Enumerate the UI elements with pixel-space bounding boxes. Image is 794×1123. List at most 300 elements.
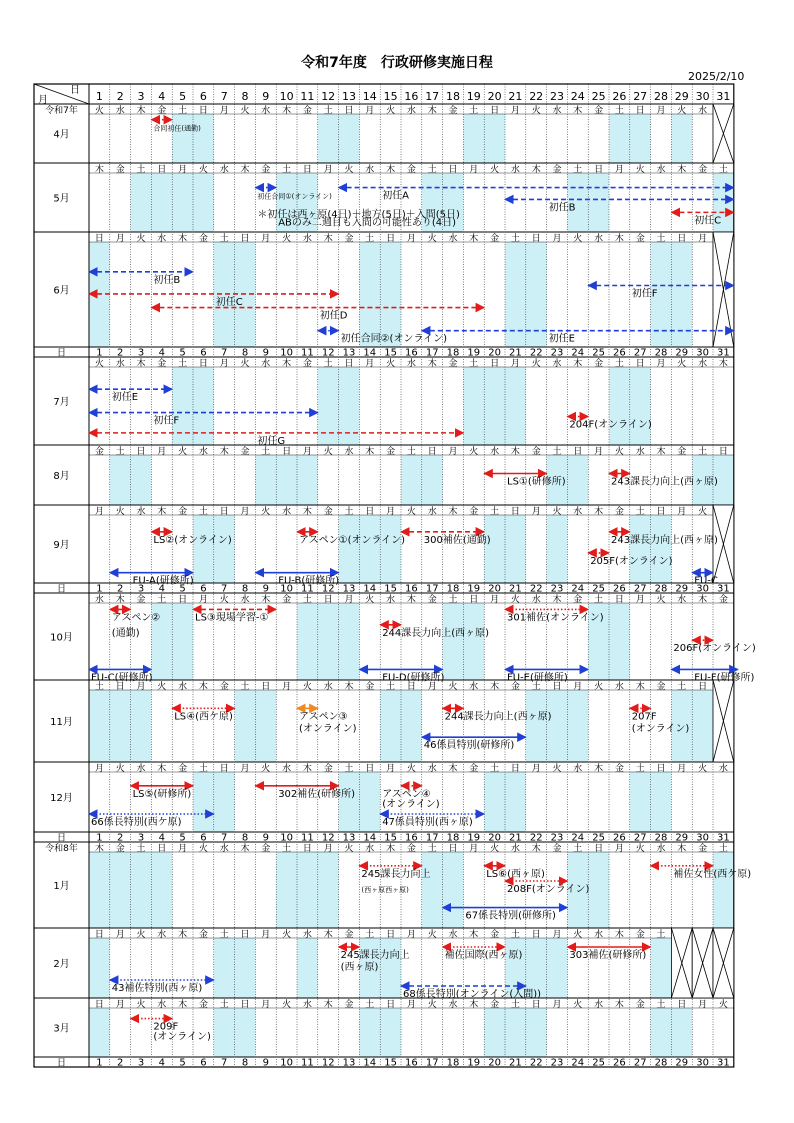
weekend-column bbox=[401, 690, 422, 762]
event-label: 初任E bbox=[548, 333, 575, 345]
weekday-label: 月 bbox=[386, 507, 396, 517]
event-note: (オンライン) bbox=[153, 1031, 211, 1043]
weekday-label: 木 bbox=[157, 764, 167, 774]
day-number: 7 bbox=[221, 1057, 228, 1069]
day-number: 23 bbox=[550, 347, 564, 359]
weekday-label: 火 bbox=[94, 106, 104, 116]
weekend-column bbox=[609, 367, 630, 445]
day-number: 19 bbox=[467, 832, 481, 844]
weekday-label: 金 bbox=[531, 447, 541, 457]
weekday-label: 月 bbox=[656, 359, 666, 369]
weekday-label: 水 bbox=[448, 930, 458, 940]
weekday-label: 金 bbox=[406, 165, 416, 175]
weekday-label: 水 bbox=[302, 1000, 312, 1010]
weekend-column bbox=[526, 1008, 547, 1057]
weekday-label: 月 bbox=[323, 165, 333, 175]
weekend-column bbox=[318, 603, 339, 680]
era-label: 令和7年 bbox=[45, 106, 78, 116]
day-number: 23 bbox=[550, 583, 564, 595]
weekday-label: 日 bbox=[656, 764, 666, 774]
weekday-label: 木 bbox=[323, 234, 333, 244]
day-number: 28 bbox=[654, 832, 668, 844]
weekend-column bbox=[630, 772, 651, 832]
day-number: 13 bbox=[342, 583, 356, 595]
weekday-label: 土 bbox=[656, 1000, 666, 1010]
weekend-column bbox=[235, 938, 256, 998]
document-date: 2025/2/10 bbox=[688, 70, 745, 83]
weekend-column bbox=[339, 603, 360, 680]
day-number: 7 bbox=[220, 90, 228, 103]
day-number: 26 bbox=[612, 90, 627, 103]
weekend-column bbox=[422, 852, 443, 928]
weekday-label: 日 bbox=[157, 844, 167, 854]
weekday-label: 金 bbox=[594, 359, 604, 369]
day-number: 30 bbox=[696, 832, 709, 844]
month-label: 7月 bbox=[53, 397, 70, 408]
day-number: 15 bbox=[384, 832, 397, 844]
weekday-label: 木 bbox=[178, 1000, 188, 1010]
event-label: FU-B(研修所) bbox=[278, 575, 340, 587]
weekday-label: 火 bbox=[677, 359, 687, 369]
weekday-label: 木 bbox=[677, 165, 687, 175]
day-number: 11 bbox=[301, 583, 314, 595]
weekday-label: 木 bbox=[240, 844, 250, 854]
day-number: 30 bbox=[696, 1057, 709, 1069]
day-number: 13 bbox=[342, 90, 356, 103]
day-number: 23 bbox=[550, 90, 564, 103]
weekday-label: 水 bbox=[136, 507, 146, 517]
weekend-column bbox=[630, 367, 651, 445]
weekday-label: 火 bbox=[448, 682, 458, 692]
day-number: 24 bbox=[571, 583, 585, 595]
weekday-label: 月 bbox=[178, 165, 188, 175]
weekday-label: 月 bbox=[677, 764, 687, 774]
weekday-label: 木 bbox=[302, 764, 312, 774]
day-number: 21 bbox=[509, 347, 522, 359]
weekday-label: 月 bbox=[573, 682, 583, 692]
day-number: 21 bbox=[509, 583, 522, 595]
event-label: 初任B bbox=[548, 202, 576, 214]
weekday-label: 日 bbox=[531, 234, 541, 244]
weekday-label: 水 bbox=[427, 507, 437, 517]
event-label: 初任合同①(オンライン) bbox=[257, 192, 332, 201]
weekday-label: 金 bbox=[198, 1000, 208, 1010]
weekday-label: 土 bbox=[677, 682, 687, 692]
weekday-label: 火 bbox=[136, 1000, 146, 1010]
weekend-column bbox=[214, 1008, 235, 1057]
day-number: 11 bbox=[301, 832, 314, 844]
weekday-label: 日 bbox=[448, 165, 458, 175]
weekday-label: 土 bbox=[469, 359, 479, 369]
weekend-column bbox=[172, 114, 193, 163]
weekday-label: 火 bbox=[469, 447, 479, 457]
weekday-label: 水 bbox=[198, 447, 208, 457]
weekday-label: 金 bbox=[323, 507, 333, 517]
day-number: 19 bbox=[467, 1057, 481, 1069]
day-number: 11 bbox=[301, 347, 314, 359]
month-label: 2月 bbox=[53, 959, 70, 970]
weekday-label: 金 bbox=[302, 359, 312, 369]
day-number: 1 bbox=[96, 832, 103, 844]
weekday-label: 金 bbox=[427, 595, 437, 605]
weekday-label: 金 bbox=[198, 234, 208, 244]
weekday-label: 金 bbox=[448, 106, 458, 116]
weekday-label: 金 bbox=[656, 682, 666, 692]
weekend-column bbox=[505, 1008, 526, 1057]
day-number: 1 bbox=[96, 583, 103, 595]
weekday-label: 月 bbox=[490, 595, 500, 605]
day-number: 31 bbox=[716, 90, 731, 103]
weekday-label: 木 bbox=[115, 595, 125, 605]
weekday-label: 木 bbox=[469, 234, 479, 244]
weekend-column bbox=[297, 938, 318, 998]
weekday-label: 日 bbox=[261, 682, 271, 692]
weekend-column bbox=[193, 173, 214, 232]
day-number: 29 bbox=[675, 347, 689, 359]
event-label: 303補佐(研修所) bbox=[569, 950, 647, 961]
weekday-label: 水 bbox=[698, 359, 708, 369]
day-number: 16 bbox=[404, 90, 419, 103]
day-number: 10 bbox=[280, 1057, 293, 1069]
weekday-label: 月 bbox=[427, 682, 437, 692]
weekday-label: 木 bbox=[531, 844, 541, 854]
corner-month-label: 月 bbox=[38, 95, 48, 106]
event-label: 301補佐(オンライン) bbox=[507, 612, 604, 624]
weekday-label: 火 bbox=[261, 507, 271, 517]
event-label: FU-D(研修所) bbox=[382, 672, 445, 684]
day-number: 24 bbox=[571, 1057, 585, 1069]
weekday-label: 日 bbox=[365, 507, 375, 517]
day-number: 15 bbox=[384, 347, 397, 359]
weekend-column bbox=[172, 603, 193, 680]
weekday-label: 月 bbox=[469, 844, 479, 854]
weekday-label: 土 bbox=[219, 930, 229, 940]
weekday-label: 日 bbox=[136, 447, 146, 457]
weekday-label: 土 bbox=[94, 682, 104, 692]
weekday-label: 日 bbox=[427, 447, 437, 457]
day-number: 15 bbox=[384, 583, 397, 595]
day-number: 19 bbox=[467, 583, 481, 595]
weekday-label: 月 bbox=[469, 165, 479, 175]
weekend-column bbox=[380, 1008, 401, 1057]
day-number: 6 bbox=[200, 832, 207, 844]
weekday-label: 金 bbox=[136, 595, 146, 605]
day-number: 13 bbox=[342, 1057, 356, 1069]
weekday-label: 土 bbox=[406, 447, 416, 457]
weekday-label: 水 bbox=[594, 234, 604, 244]
weekday-label: 土 bbox=[178, 106, 188, 116]
weekday-label: 日 bbox=[386, 930, 396, 940]
day-number: 1 bbox=[95, 90, 103, 103]
weekend-column bbox=[609, 603, 630, 680]
day-number: 2 bbox=[117, 347, 124, 359]
day-number: 2 bbox=[117, 583, 124, 595]
weekday-label: 金 bbox=[490, 234, 500, 244]
weekday-label: 木 bbox=[656, 447, 666, 457]
event-label: 初任合同②(オンライン) bbox=[340, 333, 448, 345]
weekday-label: 金 bbox=[510, 682, 520, 692]
weekday-label: 火 bbox=[698, 507, 708, 517]
weekday-label: 月 bbox=[406, 234, 416, 244]
weekday-label: 火 bbox=[427, 930, 437, 940]
weekday-label: 水 bbox=[136, 764, 146, 774]
weekend-column bbox=[463, 603, 484, 680]
day-number: 23 bbox=[550, 1057, 564, 1069]
event-label: 初任E bbox=[111, 392, 139, 404]
weekday-label: 水 bbox=[490, 447, 500, 457]
weekday-label: 火 bbox=[198, 844, 208, 854]
weekday-label: 木 bbox=[344, 682, 354, 692]
weekend-column bbox=[484, 114, 505, 163]
weekday-label: 水 bbox=[406, 106, 416, 116]
weekday-label: 火 bbox=[136, 234, 146, 244]
weekday-label: 月 bbox=[614, 844, 624, 854]
weekday-label: 木 bbox=[365, 447, 375, 457]
weekend-column bbox=[151, 173, 172, 232]
weekday-label: 金 bbox=[240, 447, 250, 457]
weekday-label: 月 bbox=[448, 447, 458, 457]
weekday-label: 金 bbox=[469, 507, 479, 517]
weekday-label: 月 bbox=[240, 764, 250, 774]
weekend-column bbox=[193, 515, 214, 583]
weekday-label: 木 bbox=[136, 106, 146, 116]
day-number: 21 bbox=[508, 90, 523, 103]
weekday-label: 月 bbox=[698, 234, 708, 244]
weekday-label: 木 bbox=[219, 447, 229, 457]
weekday-label: 土 bbox=[365, 930, 375, 940]
day-number: 30 bbox=[696, 347, 709, 359]
day-number: 13 bbox=[342, 347, 356, 359]
event-label: FU-A(研修所) bbox=[132, 575, 194, 587]
day-header-label: 日 bbox=[56, 1058, 67, 1069]
weekday-label: 月 bbox=[406, 1000, 416, 1010]
day-number: 22 bbox=[529, 90, 544, 103]
day-number: 7 bbox=[221, 832, 228, 844]
weekday-label: 土 bbox=[594, 595, 604, 605]
weekend-column bbox=[339, 515, 360, 583]
weekday-label: 水 bbox=[718, 764, 728, 774]
weekend-column bbox=[339, 114, 360, 163]
weekday-label: 土 bbox=[219, 234, 229, 244]
day-number: 31 bbox=[717, 1057, 730, 1069]
weekday-label: 金 bbox=[115, 844, 125, 854]
weekend-column bbox=[671, 1008, 692, 1057]
weekday-label: 木 bbox=[490, 682, 500, 692]
weekend-column bbox=[172, 173, 193, 232]
weekday-label: 日 bbox=[594, 844, 604, 854]
weekday-label: 月 bbox=[198, 595, 208, 605]
event-label: 244課長力向上(西ヶ原) bbox=[444, 711, 552, 723]
weekday-label: 月 bbox=[531, 764, 541, 774]
weekday-label: 金 bbox=[94, 447, 104, 457]
day-number: 26 bbox=[613, 347, 626, 359]
event-label: 302補佐(研修所) bbox=[278, 788, 356, 800]
weekday-label: 火 bbox=[573, 1000, 583, 1010]
day-number: 18 bbox=[446, 583, 460, 595]
weekday-label: 金 bbox=[635, 234, 645, 244]
weekend-column bbox=[276, 852, 297, 928]
weekday-label: 月 bbox=[136, 682, 146, 692]
day-number: 24 bbox=[571, 347, 585, 359]
weekday-label: 日 bbox=[635, 106, 645, 116]
weekday-label: 金 bbox=[594, 106, 604, 116]
weekday-label: 木 bbox=[594, 507, 604, 517]
weekday-label: 金 bbox=[614, 507, 624, 517]
weekday-label: 水 bbox=[302, 234, 312, 244]
day-number: 6 bbox=[200, 1057, 207, 1069]
month-label: 4月 bbox=[53, 129, 70, 141]
event-note: (西ヶ原) bbox=[340, 962, 379, 973]
weekend-column bbox=[484, 1008, 505, 1057]
event-label: FU-E(研修所) bbox=[507, 672, 568, 684]
weekday-label: 金 bbox=[573, 595, 583, 605]
event-label: 207F bbox=[631, 711, 657, 723]
weekend-column bbox=[484, 367, 505, 445]
weekday-label: 火 bbox=[282, 930, 292, 940]
weekday-label: 土 bbox=[469, 106, 479, 116]
weekday-label: 金 bbox=[157, 106, 167, 116]
weekday-label: 日 bbox=[240, 930, 250, 940]
day-header-label: 日 bbox=[56, 348, 67, 359]
weekend-column bbox=[276, 455, 297, 505]
weekday-label: 水 bbox=[531, 595, 541, 605]
weekday-label: 土 bbox=[157, 595, 167, 605]
weekday-label: 木 bbox=[406, 595, 416, 605]
day-number: 7 bbox=[221, 347, 228, 359]
weekday-label: 日 bbox=[718, 447, 728, 457]
weekday-label: 木 bbox=[323, 930, 333, 940]
event-label: アスペン② bbox=[111, 612, 161, 624]
day-number: 15 bbox=[384, 1057, 397, 1069]
day-number: 22 bbox=[529, 347, 543, 359]
weekday-label: 月 bbox=[677, 507, 687, 517]
weekday-label: 土 bbox=[698, 447, 708, 457]
day-number: 16 bbox=[405, 583, 418, 595]
weekday-label: 木 bbox=[718, 359, 728, 369]
day-number: 9 bbox=[262, 347, 269, 359]
day-number: 14 bbox=[363, 583, 377, 595]
event-label: 初任G bbox=[257, 435, 286, 447]
event-label: 初任C bbox=[215, 296, 243, 308]
weekend-column bbox=[443, 852, 464, 928]
weekday-label: 火 bbox=[157, 682, 167, 692]
weekday-label: 日 bbox=[282, 447, 292, 457]
day-number: 9 bbox=[262, 90, 270, 103]
weekday-label: 土 bbox=[386, 682, 396, 692]
day-number: 1 bbox=[96, 1057, 103, 1069]
document-title: 令和7年度 行政研修実施日程 bbox=[301, 55, 493, 71]
event-label: LS②(オンライン) bbox=[153, 534, 232, 546]
weekday-label: 木 bbox=[302, 507, 312, 517]
weekend-column bbox=[547, 690, 568, 762]
weekend-column bbox=[89, 690, 110, 762]
weekday-label: 日 bbox=[94, 1000, 104, 1010]
event-label: FU-F(研修所) bbox=[694, 672, 755, 684]
day-number: 7 bbox=[221, 583, 228, 595]
day-number: 22 bbox=[529, 832, 543, 844]
day-number: 22 bbox=[529, 1057, 543, 1069]
day-number: 1 bbox=[96, 347, 103, 359]
day-number: 17 bbox=[425, 832, 439, 844]
event-label: FU-C(研修所) bbox=[91, 672, 153, 684]
weekday-label: 木 bbox=[573, 359, 583, 369]
weekday-label: 水 bbox=[178, 682, 188, 692]
event-note: (オンライン) bbox=[631, 723, 690, 735]
weekday-label: 月 bbox=[219, 106, 229, 116]
month-label: 9月 bbox=[53, 540, 70, 551]
month-label: 12月 bbox=[50, 793, 73, 804]
day-number: 20 bbox=[488, 832, 501, 844]
event-label: 43補佐特別(西ヶ原) bbox=[111, 983, 203, 994]
event-label: LS①(研修所) bbox=[507, 476, 566, 488]
weekday-label: 日 bbox=[157, 165, 167, 175]
weekday-label: 金 bbox=[490, 1000, 500, 1010]
weekday-label: 月 bbox=[656, 106, 666, 116]
day-number: 16 bbox=[405, 347, 418, 359]
weekday-label: 金 bbox=[698, 165, 708, 175]
weekend-column bbox=[110, 690, 131, 762]
weekday-label: 土 bbox=[656, 234, 666, 244]
weekday-label: 水 bbox=[656, 844, 666, 854]
day-number: 10 bbox=[280, 347, 293, 359]
weekday-label: 水 bbox=[115, 359, 125, 369]
event-label: 209F bbox=[153, 1021, 179, 1033]
month-label: 11月 bbox=[50, 717, 73, 728]
weekday-label: 金 bbox=[323, 764, 333, 774]
event-label: 245課長力向上 bbox=[361, 868, 431, 880]
weekend-column bbox=[671, 114, 692, 163]
weekday-label: 月 bbox=[698, 1000, 708, 1010]
weekend-column bbox=[214, 938, 235, 998]
weekday-label: 木 bbox=[573, 106, 583, 116]
weekday-label: 火 bbox=[282, 234, 292, 244]
weekday-label: 月 bbox=[94, 507, 104, 517]
weekday-label: 金 bbox=[552, 165, 562, 175]
weekend-column bbox=[692, 690, 713, 762]
day-number: 5 bbox=[179, 583, 186, 595]
weekday-label: 水 bbox=[448, 1000, 458, 1010]
day-number: 8 bbox=[241, 90, 249, 103]
weekday-label: 金 bbox=[469, 764, 479, 774]
event-label: 208F(オンライン) bbox=[507, 884, 590, 895]
weekday-label: 水 bbox=[635, 447, 645, 457]
day-number: 3 bbox=[137, 1057, 145, 1069]
weekend-column bbox=[193, 772, 214, 832]
weekday-label: 日 bbox=[198, 359, 208, 369]
weekday-label: 月 bbox=[510, 106, 520, 116]
weekday-label: 月 bbox=[115, 234, 125, 244]
weekend-column bbox=[214, 515, 235, 583]
month-label: 10月 bbox=[50, 632, 73, 644]
day-number: 28 bbox=[654, 1057, 668, 1069]
weekday-label: 木 bbox=[157, 507, 167, 517]
weekday-label: 火 bbox=[510, 595, 520, 605]
weekday-label: 木 bbox=[614, 1000, 624, 1010]
weekday-label: 火 bbox=[344, 165, 354, 175]
weekday-label: 木 bbox=[469, 930, 479, 940]
weekday-label: 水 bbox=[219, 844, 229, 854]
day-number: 4 bbox=[158, 832, 165, 844]
weekday-label: 土 bbox=[323, 106, 333, 116]
weekend-column bbox=[89, 1008, 110, 1057]
weekday-label: 金 bbox=[344, 234, 354, 244]
day-number: 17 bbox=[425, 347, 439, 359]
weekday-label: 土 bbox=[427, 844, 437, 854]
weekday-label: 木 bbox=[136, 359, 146, 369]
weekday-label: 金 bbox=[635, 1000, 645, 1010]
weekday-label: 火 bbox=[323, 447, 333, 457]
event-label: アスペン④ bbox=[382, 788, 431, 800]
